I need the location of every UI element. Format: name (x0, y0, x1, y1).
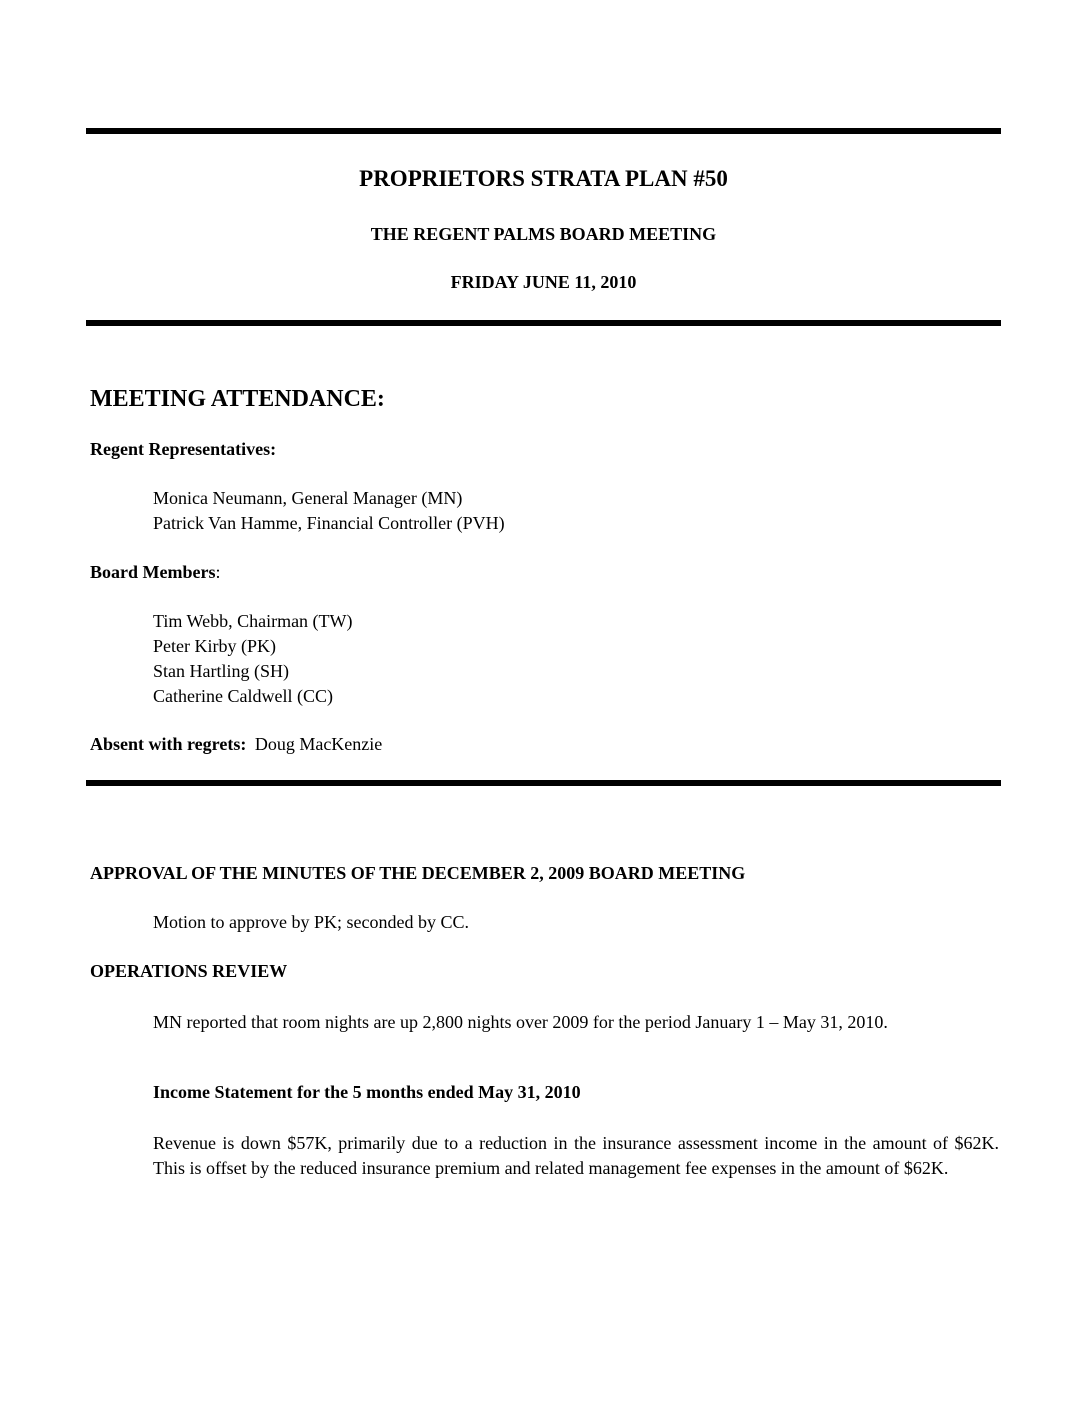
absent-label: Absent with regrets: (90, 734, 247, 754)
board-members-label-colon: : (215, 562, 221, 582)
top-rule (86, 128, 1001, 134)
regent-member: Patrick Van Hamme, Financial Controller (PVH) (153, 513, 505, 533)
meeting-subtitle: THE REGENT PALMS BOARD MEETING (370, 224, 717, 244)
board-member: Stan Hartling (SH) (153, 661, 289, 681)
meeting-date: FRIDAY JUNE 11, 2010 (450, 272, 637, 292)
attendance-bottom-rule (86, 780, 1001, 786)
approval-text: Motion to approve by PK; seconded by CC. (153, 912, 469, 932)
approval-heading: APPROVAL OF THE MINUTES OF THE DECEMBER 2, 2009 BOARD MEETING (90, 863, 746, 883)
attendance-heading: MEETING ATTENDANCE: (90, 386, 385, 412)
regent-representatives-label: Regent Representatives: (90, 439, 277, 459)
board-members-label-text: Board Members (90, 562, 216, 582)
header-bottom-rule (86, 320, 1001, 326)
board-members-label (90, 562, 221, 583)
regent-member: Monica Neumann, General Manager (MN) (153, 488, 463, 508)
document-title: PROPRIETORS STRATA PLAN #50 (359, 166, 728, 191)
operations-heading: OPERATIONS REVIEW (90, 961, 288, 981)
income-statement-heading: Income Statement for the 5 months ended May 31, 2010 (153, 1082, 581, 1102)
board-member: Catherine Caldwell (CC) (153, 686, 333, 706)
income-statement-text: Revenue is down $57K, primarily due to a reduction in the insurance assessment income in the amount of $62K. This is offset by the reduced insurance premium and related management fee expenses in the amount of $62K. (153, 1133, 999, 1178)
operations-text: MN reported that room nights are up 2,800 nights over 2009 for the period January 1 – May 31, 2010. (153, 1012, 888, 1032)
board-member: Tim Webb, Chairman (TW) (153, 611, 353, 631)
absent-names: Doug MacKenzie (254, 734, 383, 754)
board-member: Peter Kirby (PK) (153, 636, 276, 656)
absent-line (90, 734, 382, 755)
